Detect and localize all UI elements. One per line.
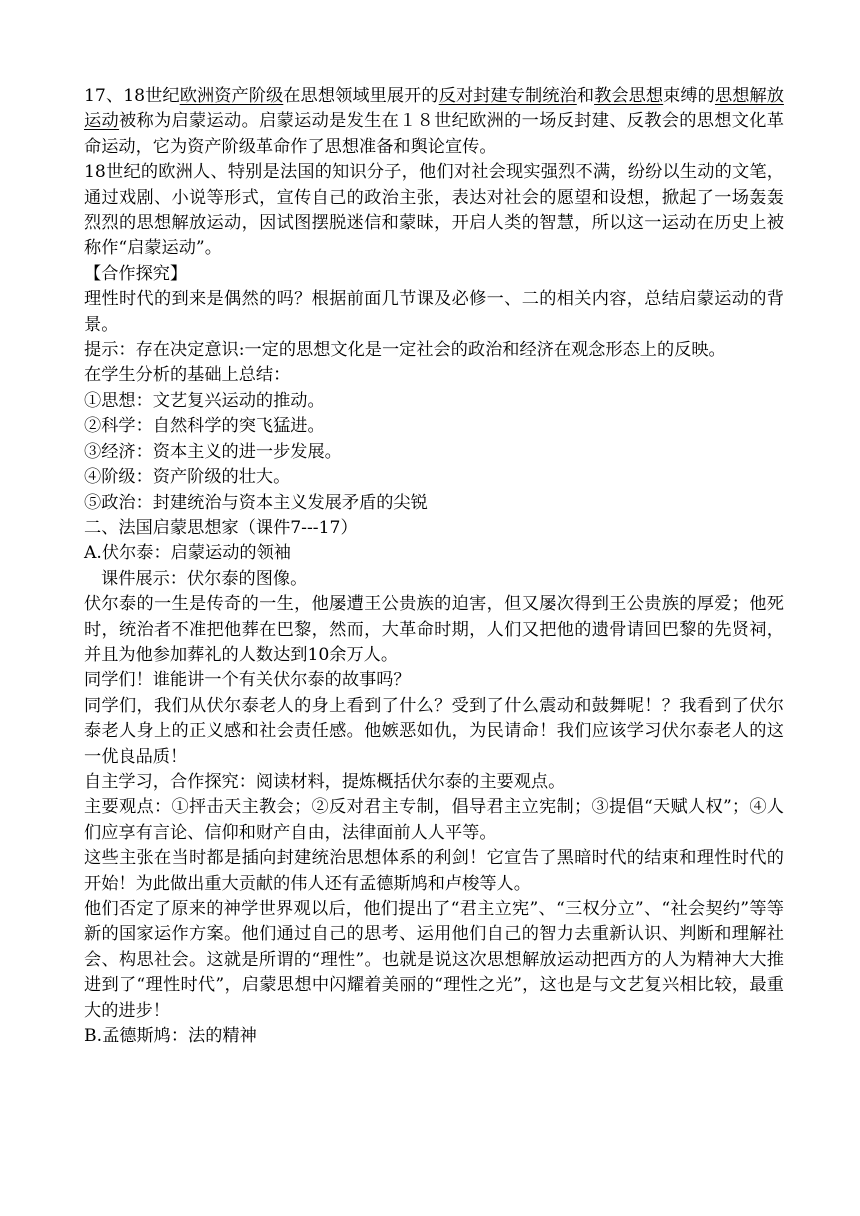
p1-seg-8: 被称为启蒙运动。启蒙运动是发生在１８世纪欧洲的一场反封建、反教会的思想文化革命运动，它为资产阶级革命作了思想准备和舆论宣传。 [84,111,784,157]
section-heading-french-thinkers: 二、法国启蒙思想家（课件7---17） [84,517,358,538]
underlined-term-european-bourgeoisie: 欧洲资产阶级 [179,86,284,106]
paragraph-summary-intro: 在学生分析的基础上总结： [84,365,291,386]
list-item-class: ④阶级：资产阶级的壮大。 [84,467,291,488]
section-heading-montesquieu: B.孟德斯鸠：法的精神 [84,1026,257,1047]
paragraph-voltaire-life: 伏尔泰的一生是传奇的一生，他屡遭王公贵族的迫害，但又屡次得到王公贵族的厚爱；他死时，统治者不准把他葬在巴黎，然而，大革命时期，人们又把他的遗骨请回巴黎的先贤祠，并且为他参加葬礼的人数达到10余万人。 [84,594,784,665]
list-item-politics: ⑤政治：封建统治与资本主义发展矛盾的尖锐 [84,492,428,513]
underlined-term-liberation-movement: 思想解放运动 [84,86,784,132]
paragraph-sharp-sword: 这些主张在当时都是插向封建统治思想体系的利剑！它宣告了黑暗时代的结束和理性时代的开始！为此做出重大贡献的伟人还有孟德斯鸠和卢梭等人。 [84,848,784,894]
p1-seg-4: 和 [576,86,595,106]
p1-seg-6: 束缚的 [663,86,715,106]
paragraph-enlightenment-definition [84,84,784,160]
paragraph-what-we-see: 同学们，我们从伏尔泰老人的身上看到了什么？受到了什么震动和鼓舞呢！？我看到了伏尔泰老人身上的正义感和社会责任感。他嫉恶如仇，为民请命！我们应该学习伏尔泰老人的这一优良品质！ [84,695,784,767]
heading-cooperate-explore: 【合作探究】 [84,263,188,284]
document-page [84,84,784,1049]
list-item-thought: ①思想：文艺复兴运动的推动。 [84,390,325,411]
paragraph-question: 理性时代的到来是偶然的吗？根据前面几节课及必修一、二的相关内容，总结启蒙运动的背景。 [84,289,784,335]
paragraph-age-of-reason: 他们否定了原来的神学世界观以后，他们提出了“君主立宪”、“三权分立”、“社会契约”等等新的国家运作方案。他们通过自己的思考、运用他们自己的智力去重新认识、判断和理解社会、构思社会。这就是所谓的“理性”。也就是说这次思想解放运动把西方的人为精神大大推进到了“理性时代”，启蒙思想中闪耀着美丽的“理性之光”，这也是与文艺复兴相比较，最重大的进步！ [84,899,784,1021]
paragraph-main-views: 主要观点：①抨击天主教会；②反对君主专制，倡导君主立宪制；③提倡“天赋人权”；④人们应享有言论、信仰和财产自由，法律面前人人平等。 [84,797,784,843]
underlined-term-anti-feudal: 反对封建专制统治 [438,86,577,106]
paragraph-french-intellectuals: 18世纪的欧洲人、特别是法国的知识分子，他们对社会现实强烈不满，纷纷以生动的文笔，通过戏剧、小说等形式，宣传自己的政治主张，表达对社会的愿望和设想，掀起了一场轰轰烈烈的思想解放运动，因试图摆脱迷信和蒙昧，开启人类的智慧，所以这一运动在历史上被称作“启蒙运动”。 [84,162,784,259]
list-item-economy: ③经济：资本主义的进一步发展。 [84,441,342,462]
paragraph-self-study: 自主学习，合作探究：阅读材料，提炼概括伏尔泰的主要观点。 [84,771,566,792]
paragraph-hint: 提示：存在决定意识:一定的思想文化是一定社会的政治和经济在观念形态上的反映。 [84,340,726,361]
list-item-science: ②科学：自然科学的突飞猛进。 [84,416,325,437]
p1-seg-2: 在思想领域里展开的 [283,86,439,106]
section-heading-voltaire: A.伏尔泰：启蒙运动的领袖 [84,543,291,564]
underlined-term-church-thought: 教会思想 [594,86,664,106]
paragraph-courseware: 课件展示：伏尔泰的图像。 [101,568,308,589]
paragraph-story-question: 同学们！谁能讲一个有关伏尔泰的故事吗？ [84,670,411,691]
p1-seg-0: 17、18世纪 [84,86,180,106]
